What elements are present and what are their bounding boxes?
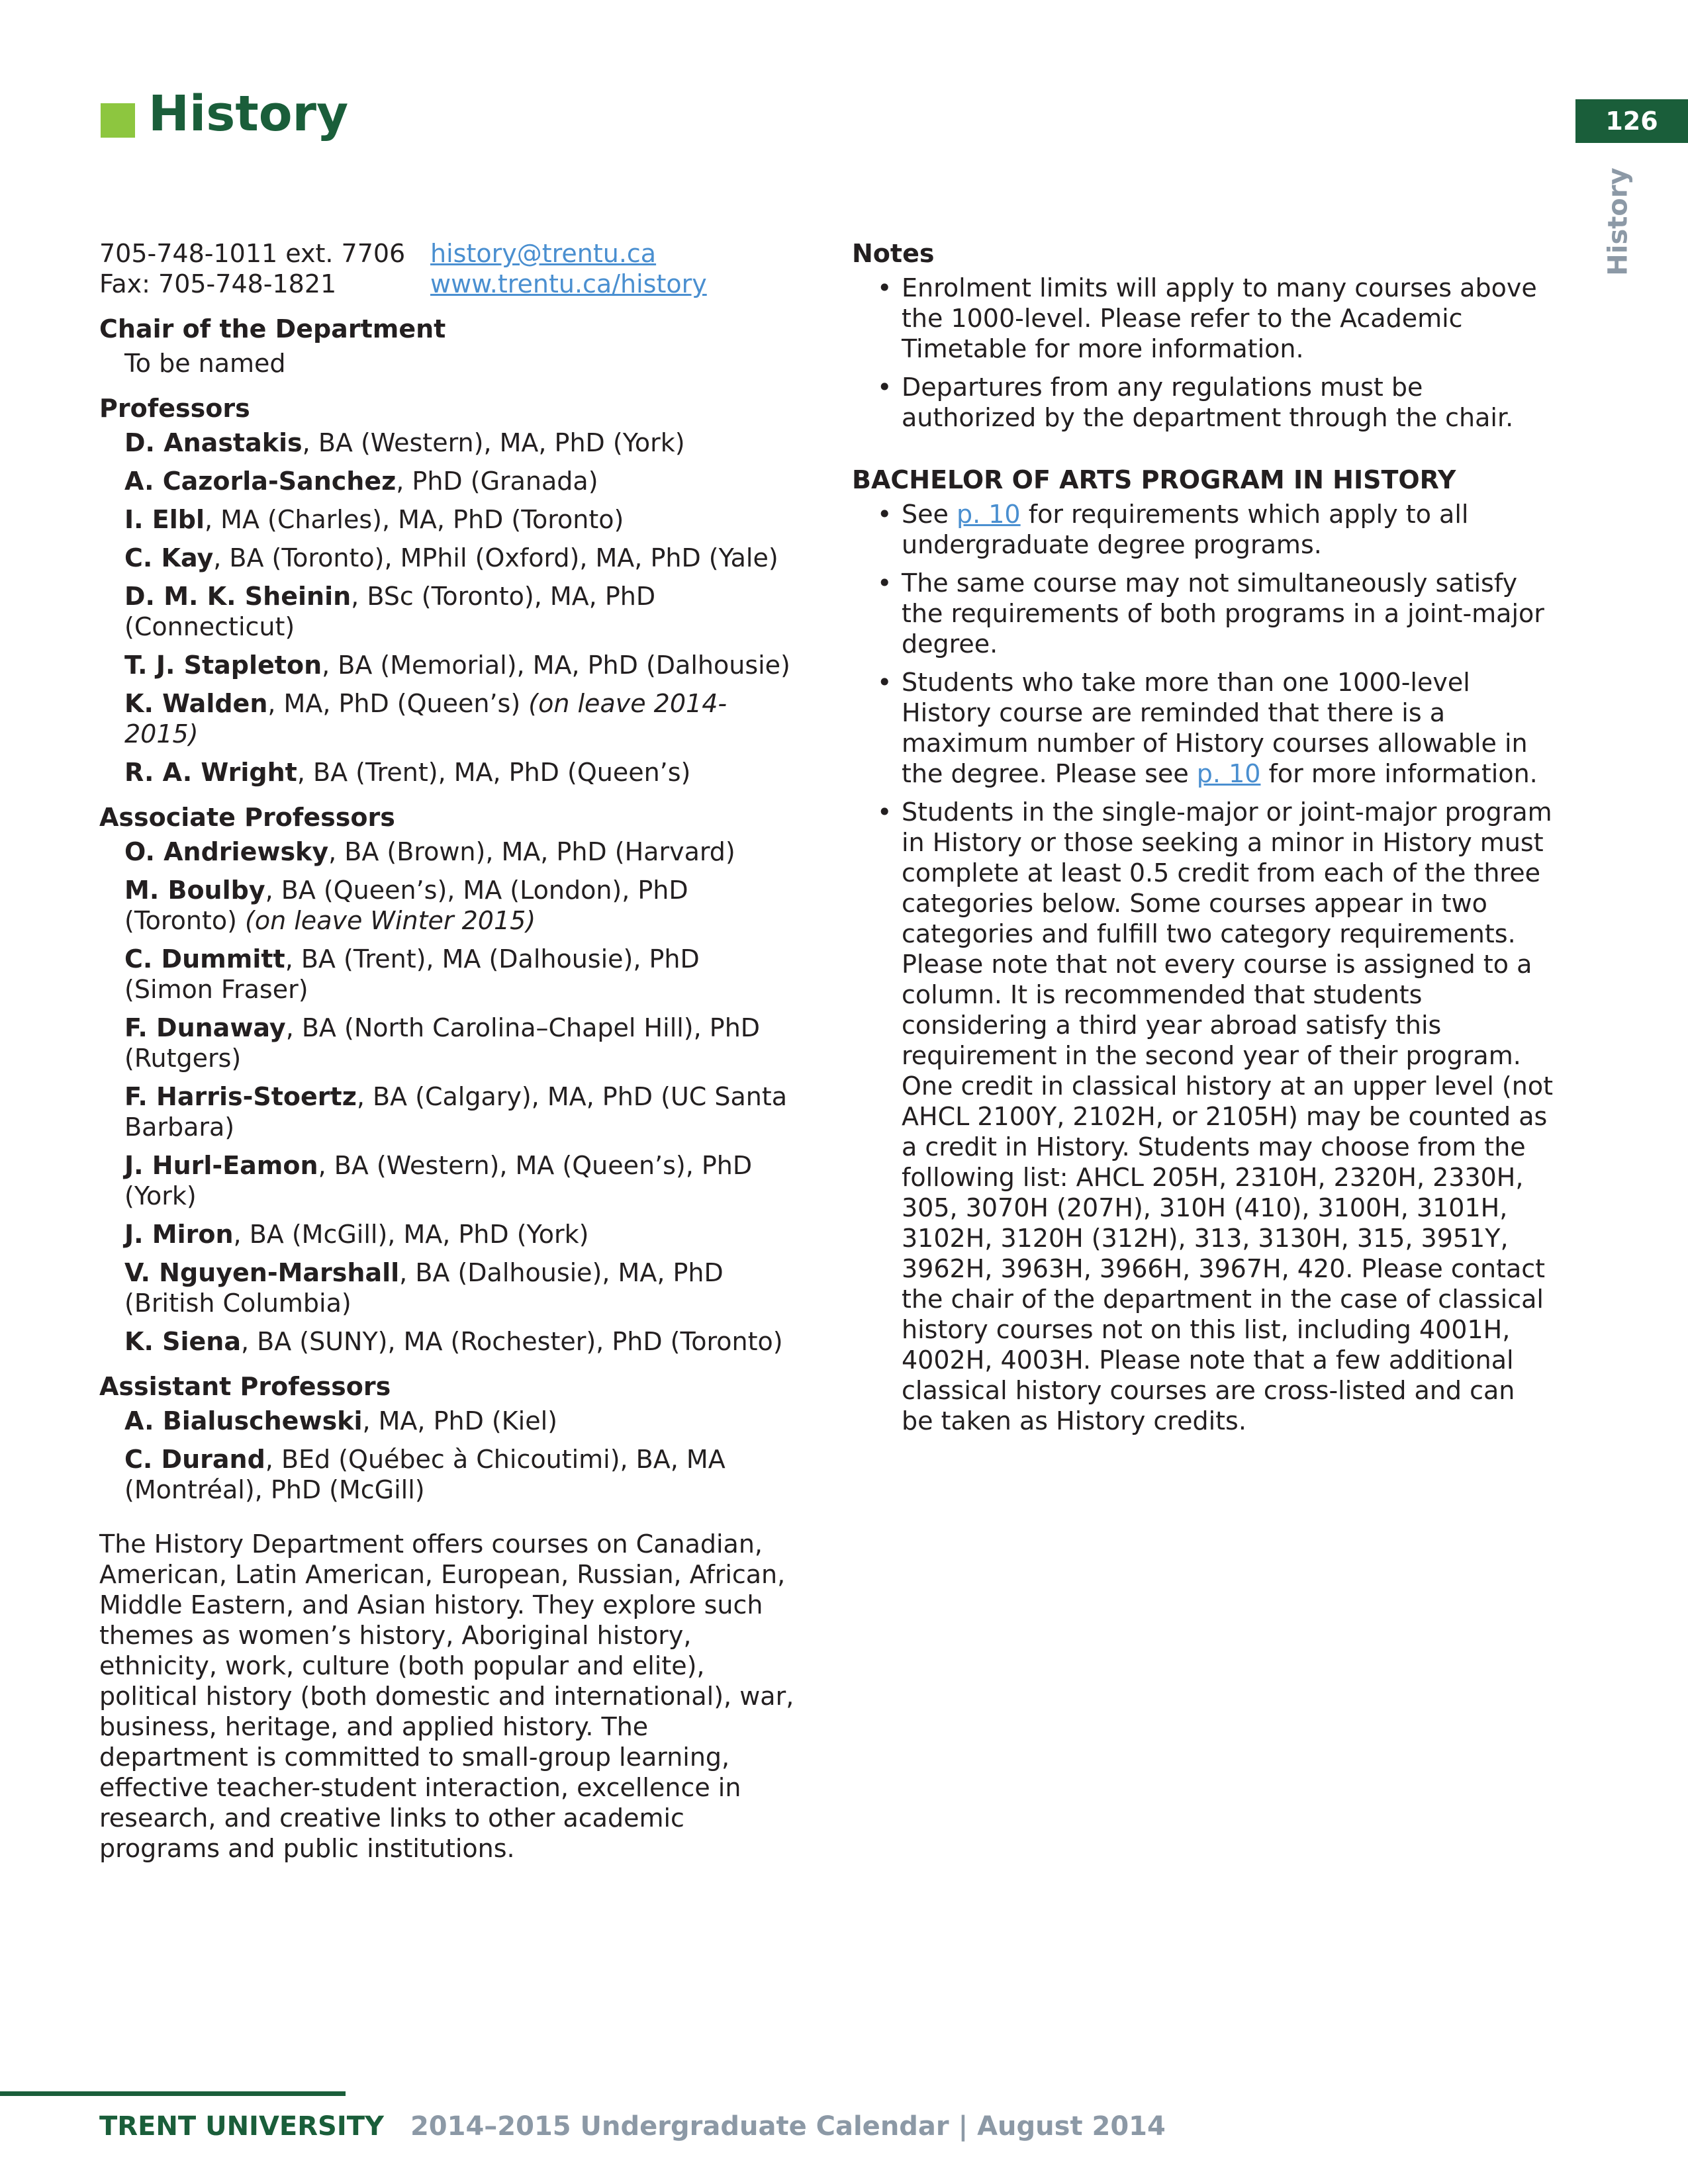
bullet-icon: • — [877, 668, 892, 697]
list-item-text: for more information. — [1260, 759, 1538, 788]
faculty-entry — [124, 428, 794, 458]
list-item-text: See — [902, 500, 957, 529]
professors-section — [99, 393, 794, 788]
bullet-icon: • — [877, 797, 892, 827]
chair-section — [99, 314, 794, 379]
list-item — [852, 797, 1554, 1436]
faculty-name: C. Kay — [124, 543, 214, 572]
faculty-entry — [124, 944, 794, 1005]
footer-rule — [0, 2091, 346, 2096]
faculty-entry — [124, 757, 794, 788]
faculty-name: R. A. Wright — [124, 758, 297, 787]
faculty-name: A. Cazorla-Sanchez — [124, 467, 397, 496]
leave-note: (on leave 2014-2015) — [124, 689, 727, 749]
faculty-name: T. J. Stapleton — [124, 651, 322, 680]
faculty-details: , MA, PhD (Kiel) — [362, 1406, 557, 1435]
faculty-details: , MA, PhD (Queen’s) — [267, 689, 529, 718]
assistant-professors-heading: Assistant Professors — [99, 1372, 391, 1401]
faculty-entry — [124, 1326, 794, 1357]
chair-heading: Chair of the Department — [99, 314, 446, 343]
faculty-name: D. Anastakis — [124, 428, 303, 457]
faculty-entry — [124, 1081, 794, 1142]
faculty-details: , PhD (Granada) — [396, 467, 598, 496]
page-reference-link[interactable]: p. 10 — [956, 500, 1021, 529]
bullet-icon: • — [877, 500, 892, 529]
faculty-entry — [124, 1219, 794, 1250]
faculty-entry — [124, 650, 794, 680]
faculty-details: , BA (McGill), MA, PhD (York) — [233, 1220, 589, 1249]
faculty-entry — [124, 581, 794, 642]
list-item-text: Students in the single-major or joint-major program in History or those seeking a minor in History must complete at least 0.5 credit from each of the three categories below. Some courses appear in two categories and fulfill two category requirements. Please note that not every course is assigned to a column. It is recommended that students considering a third year abroad satisfy this requirement in the second year of their program. One credit in classical history at an upper level (not AHCL 2100Y, 2102H, or 2105H) may be counted as a credit in History. Students may choose from the following list: AHCL 205H, 2310H, 2320H, 2330H, 305, 3070H (207H), 310H (410), 3100H, 3101H, 3102H, 3120H (312H), 313, 3130H, 315, 3951Y, 3962H, 3963H, 3966H, 3967H, 420. Please contact the chair of the department in the case of classical history courses not on this list, including 4001H, 4002H, 4003H. Please note that a few additional classical history courses are cross-listed and can be taken as History credits. — [902, 797, 1553, 1435]
faculty-entry — [124, 1150, 794, 1211]
faculty-details: , BSc (Toronto), MA, PhD (Connecticut) — [124, 582, 656, 641]
faculty-name: A. Bialuschewski — [124, 1406, 363, 1435]
faculty-details: , BA (Dalhousie), MA, PhD (British Columbia) — [124, 1258, 724, 1318]
faculty-details: , BEd (Québec à Chicoutimi), BA, MA (Montréal), PhD (McGill) — [124, 1445, 726, 1504]
bullet-icon: • — [877, 373, 892, 402]
page-title: History — [148, 85, 349, 142]
faculty-details: , BA (Trent), MA (Dalhousie), PhD (Simon Fraser) — [124, 944, 700, 1004]
chair-value: To be named — [124, 349, 286, 378]
faculty-details: , BA (Western), MA (Queen’s), PhD (York) — [124, 1151, 753, 1210]
professors-heading: Professors — [99, 394, 250, 423]
faculty-details: , BA (Brown), MA, PhD (Harvard) — [328, 837, 735, 866]
list-item — [852, 273, 1554, 364]
faculty-name: K. Walden — [124, 689, 268, 718]
faculty-details: , MA (Charles), MA, PhD (Toronto) — [205, 505, 624, 534]
faculty-name: F. Harris-Stoertz — [124, 1082, 357, 1111]
website-link[interactable]: www.trentu.ca/history — [430, 269, 707, 298]
list-item — [852, 568, 1554, 659]
list-item — [852, 667, 1554, 789]
title-square-icon — [101, 103, 135, 138]
faculty-name: C. Dummitt — [124, 944, 285, 974]
email-link[interactable]: history@trentu.ca — [430, 239, 657, 268]
faculty-name: F. Dunaway — [124, 1013, 286, 1042]
faculty-entry — [124, 543, 794, 573]
footer — [99, 2111, 1166, 2142]
footer-university: TRENT UNIVERSITY — [99, 2111, 384, 2142]
list-item-text: Departures from any regulations must be authorized by the department through the chair. — [902, 373, 1514, 432]
notes-heading: Notes — [852, 239, 935, 268]
faculty-entry — [124, 1013, 794, 1073]
phone-number: 705-748-1011 ext. 7706 — [99, 239, 406, 268]
faculty-details: , BA (Calgary), MA, PhD (UC Santa Barbara) — [124, 1082, 788, 1142]
leave-note: (on leave Winter 2015) — [245, 906, 536, 935]
notes-list — [852, 273, 1554, 433]
left-column — [99, 238, 794, 1864]
ba-program-heading: BACHELOR OF ARTS PROGRAM IN HISTORY — [852, 465, 1456, 494]
list-item — [852, 499, 1554, 560]
side-section-label-text: History — [1603, 167, 1634, 276]
faculty-details: , BA (Trent), MA, PhD (Queen’s) — [297, 758, 691, 787]
faculty-details: , BA (Western), MA, PhD (York) — [302, 428, 685, 457]
faculty-entry — [124, 837, 794, 867]
faculty-name: I. Elbl — [124, 505, 205, 534]
footer-calendar: 2014–2015 Undergraduate Calendar | August 2014 — [410, 2111, 1166, 2142]
page-reference-link[interactable]: p. 10 — [1196, 759, 1261, 788]
faculty-details: , BA (SUNY), MA (Rochester), PhD (Toronto) — [240, 1327, 783, 1356]
faculty-name: J. Miron — [124, 1220, 234, 1249]
list-item-text: The same course may not simultaneously satisfy the requirements of both programs in a joint-major degree. — [902, 569, 1544, 659]
contact-row-fax — [99, 269, 794, 299]
faculty-name: O. Andriewsky — [124, 837, 329, 866]
right-column — [852, 238, 1554, 1444]
contact-row-phone — [99, 238, 794, 269]
faculty-entry — [124, 504, 794, 535]
page-number: 126 — [1605, 107, 1658, 136]
faculty-name: M. Boulby — [124, 876, 265, 905]
list-item-text: Enrolment limits will apply to many courses above the 1000-level. Please refer to the Academic Timetable for more information. — [902, 273, 1537, 363]
fax-number: Fax: 705-748-1821 — [99, 269, 337, 298]
associate-professors-heading: Associate Professors — [99, 803, 395, 832]
assistant-professors-section — [99, 1371, 794, 1505]
page-number-tab — [1575, 99, 1688, 143]
ba-program-list — [852, 499, 1554, 1436]
faculty-details: , BA (North Carolina–Chapel Hill), PhD (Rutgers) — [124, 1013, 761, 1073]
faculty-entry — [124, 1444, 794, 1505]
faculty-entry — [124, 1406, 794, 1436]
faculty-name: V. Nguyen-Marshall — [124, 1258, 400, 1287]
faculty-name: K. Siena — [124, 1327, 241, 1356]
list-item-text: Students who take more than one 1000-level History course are reminded that there is a maximum number of History courses allowable in the degree. Please see — [902, 668, 1528, 788]
faculty-entry — [124, 1257, 794, 1318]
faculty-details: , BA (Queen’s), MA (London), PhD (Toronto) — [124, 876, 688, 935]
faculty-name: C. Durand — [124, 1445, 265, 1474]
department-description: The History Department offers courses on Canadian, American, Latin American, European, Russian, African, Middle Eastern, and Asian history. They explore such themes as women’s history, Aboriginal history, ethnicity, work, culture (both popular and elite), political history (both domestic and international), war, business, heritage, and applied history. The department is committed to small-group learning, effective teacher-student interaction, excellence in research, and creative links to other academic programs and public institutions. — [99, 1529, 794, 1863]
faculty-name: J. Hurl-Eamon — [124, 1151, 318, 1180]
faculty-details: , BA (Memorial), MA, PhD (Dalhousie) — [322, 651, 790, 680]
faculty-entry — [124, 688, 794, 749]
faculty-entry — [124, 875, 794, 936]
side-section-label — [1585, 167, 1652, 276]
faculty-name: D. M. K. Sheinin — [124, 582, 352, 611]
faculty-entry — [124, 466, 794, 496]
bullet-icon: • — [877, 273, 892, 302]
bullet-icon: • — [877, 569, 892, 598]
faculty-details: , BA (Toronto), MPhil (Oxford), MA, PhD (Yale) — [213, 543, 778, 572]
list-item — [852, 372, 1554, 433]
associate-professors-section — [99, 802, 794, 1357]
list-item-text: for requirements which apply to all undergraduate degree programs. — [902, 500, 1469, 559]
